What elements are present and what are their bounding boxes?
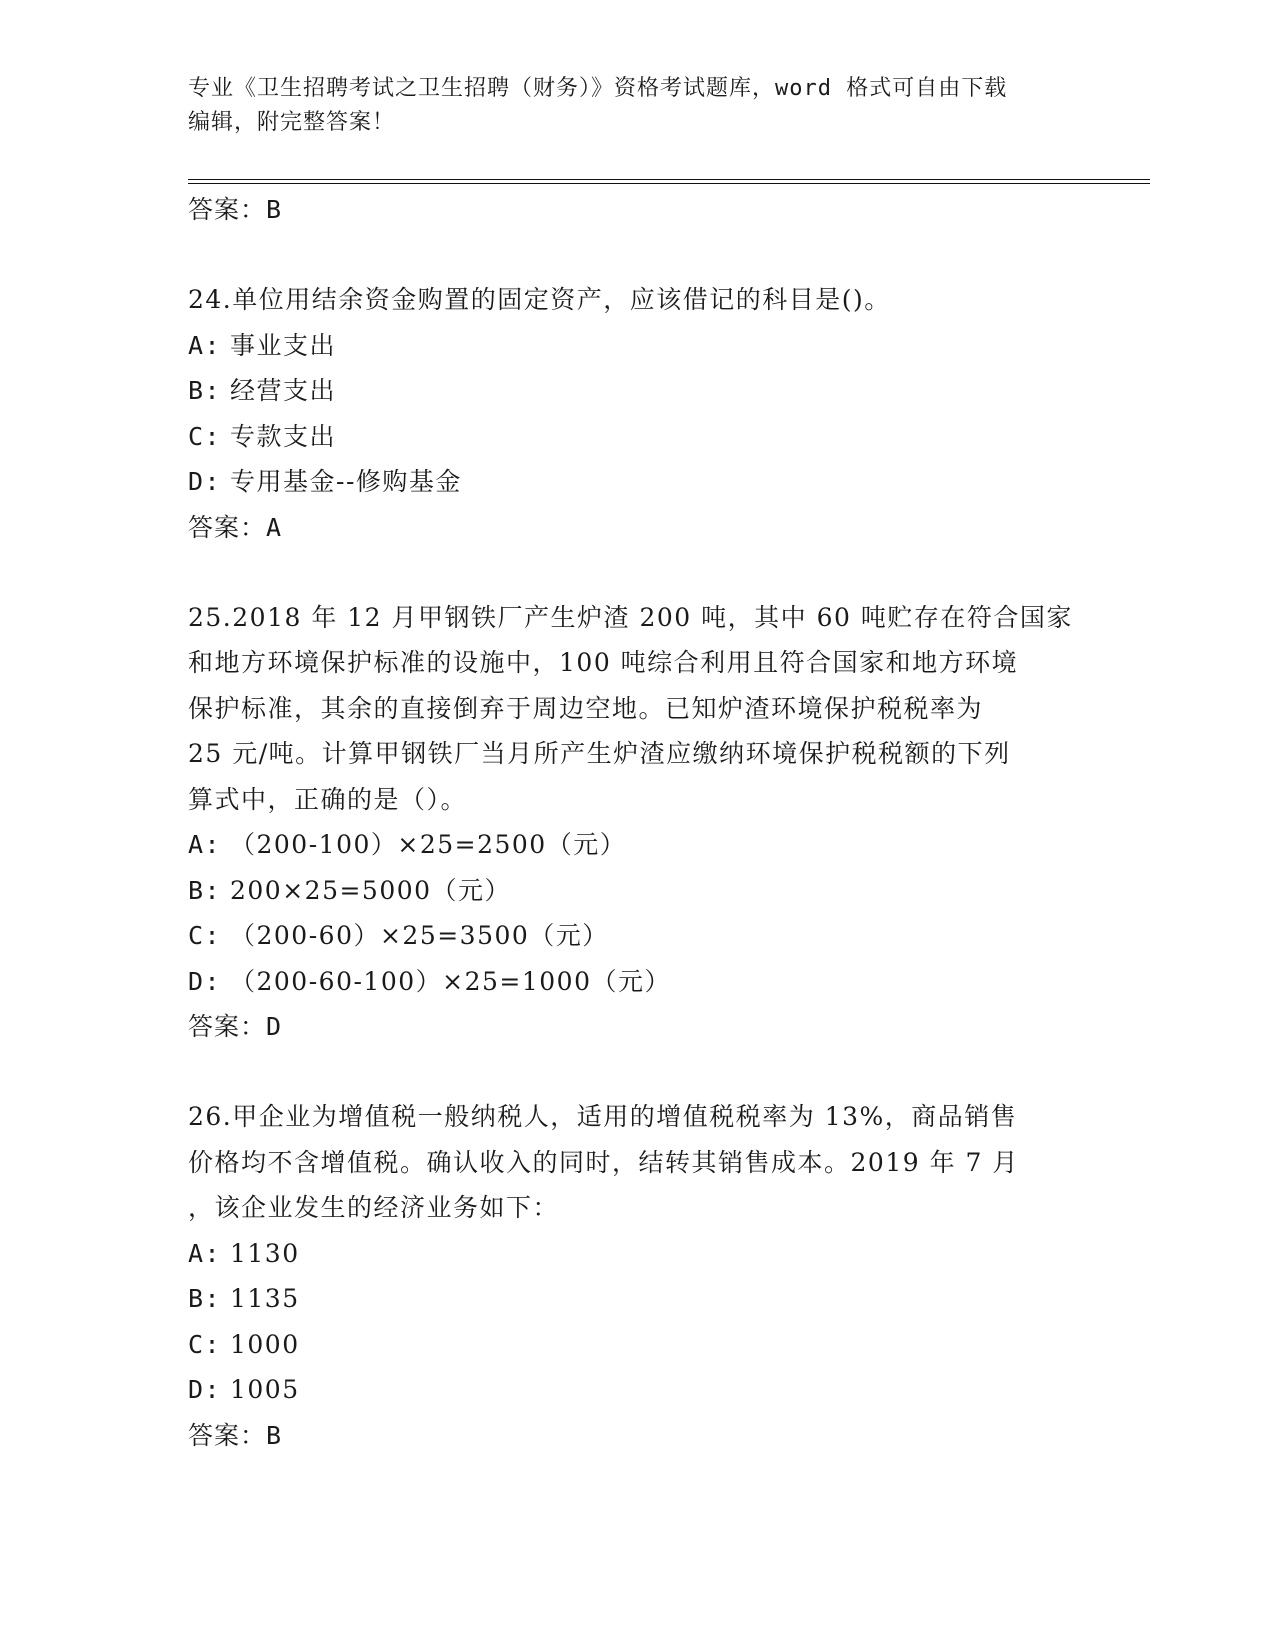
option-item [188, 1276, 1088, 1322]
answer-line: 答案：B [188, 1420, 283, 1450]
answer-line: 答案：A [188, 512, 283, 542]
option-item [188, 459, 1088, 505]
question-line: 26.甲企业为增值税一般纳税人，适用的增值税税率为 13%，商品销售 [188, 1102, 1018, 1131]
question-line: 保护标准，其余的直接倒弃于周边空地。已知炉渣环境保护税税率为 [188, 693, 984, 723]
question-line: 算式中，正确的是（）。 [188, 784, 468, 814]
option-key: B: [188, 1284, 222, 1313]
option-text: 1005 [230, 1375, 300, 1404]
option-key: D: [188, 966, 222, 996]
question-text [188, 595, 1088, 823]
option-text: 专款支出 [230, 421, 337, 451]
option-item [188, 959, 1088, 1005]
option-item [188, 414, 1088, 460]
option-text: 1130 [230, 1238, 300, 1268]
option-text: 1000 [230, 1329, 300, 1359]
option-key: A: [188, 330, 222, 360]
question-line: 价格均不含增值税。确认收入的同时，结转其销售成本。2019 年 7 月 [188, 1147, 1019, 1177]
option-item [188, 1231, 1088, 1277]
option-key: C: [188, 921, 222, 950]
header-line: 编辑，附完整答案！ [188, 110, 396, 135]
option-key: B: [188, 376, 222, 405]
option-key: A: [188, 830, 222, 859]
option-text: （200-60-100）×25=1000（元） [230, 966, 671, 996]
answer-line: 答案：B [188, 195, 283, 224]
question-line: 25.2018 年 12 月甲钢铁厂产生炉渣 200 吨，其中 60 吨贮存在符合国家 [188, 602, 1073, 632]
option-text: 专用基金--修购基金 [230, 467, 462, 496]
option-item [188, 913, 1088, 959]
option-text: 1135 [230, 1284, 300, 1313]
option-key: A: [188, 1238, 222, 1268]
header-divider [188, 183, 1150, 184]
option-key: B: [188, 875, 222, 905]
option-item [188, 868, 1088, 914]
question-text [188, 1094, 1088, 1231]
option-text: 经营支出 [230, 376, 337, 405]
question-item [188, 595, 1088, 1051]
question-text [188, 277, 1088, 323]
option-key: C: [188, 421, 222, 451]
question-item [188, 1094, 1088, 1459]
option-text: （200-100）×25=2500（元） [230, 830, 627, 859]
option-item [188, 1322, 1088, 1368]
option-item [188, 368, 1088, 414]
header-line: 专业《卫生招聘考试之卫生招聘（财务）》资格考试题库，word 格式可自由下载 [188, 76, 1008, 101]
question-line: 24.单位用结余资金购置的固定资产，应该借记的科目是()。 [188, 285, 891, 314]
question-list [188, 187, 1088, 1459]
question-line: 和地方环境保护标准的设施中，100 吨综合利用且符合国家和地方环境 [188, 648, 1019, 677]
question-item [188, 277, 1088, 551]
option-text: 事业支出 [230, 330, 337, 360]
answer-line: 答案：D [188, 1012, 283, 1041]
question-line: ，该企业发生的经济业务如下： [188, 1193, 560, 1222]
option-text: （200-60）×25=3500（元） [230, 921, 609, 950]
header-divider [188, 179, 1150, 180]
option-item [188, 822, 1088, 868]
document-header [188, 72, 1088, 140]
question-line: 25 元/吨。计算甲钢铁厂当月所产生炉渣应缴纳环境保护税税额的下列 [188, 739, 1011, 768]
option-item [188, 1367, 1088, 1413]
option-text: 200×25=5000（元） [230, 875, 512, 905]
option-key: D: [188, 467, 222, 496]
option-key: D: [188, 1375, 222, 1404]
option-item [188, 323, 1088, 369]
option-key: C: [188, 1329, 222, 1359]
